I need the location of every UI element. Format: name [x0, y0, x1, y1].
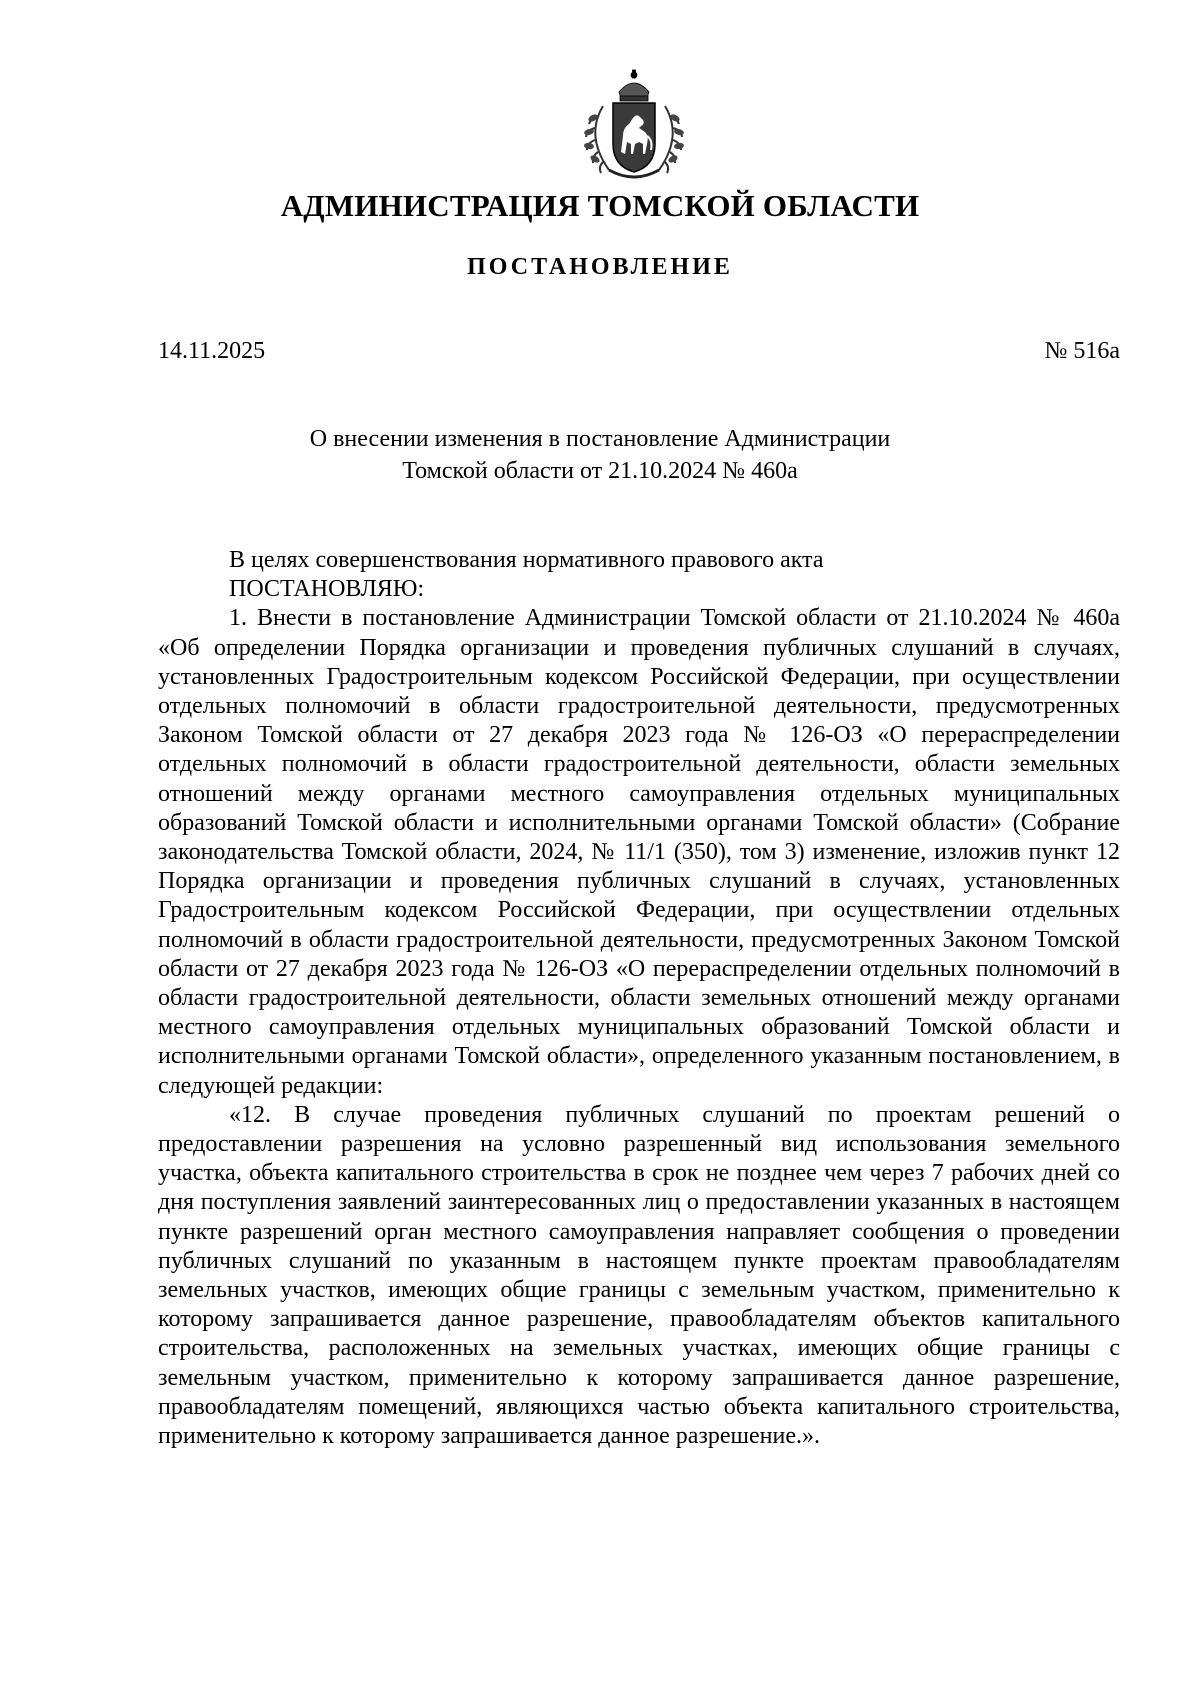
subject-line-2: Томской области от 21.10.2024 № 460а — [402, 458, 798, 484]
item-1-paragraph: 1. Внести в постановление Администрации Томской области от 21.10.2024 № 460а «Об определении Порядка организации и проведения публичных слушаний в случаях, установленных Градостроительным кодексом Российской Федерации, при осуществлении отдельных полномочий в области градостроительной деятельности, предусмотренных Законом Томской области от 27 декабря 2023 года № 126-ОЗ «О перераспределении отдельных полномочий в области градостроительной деятельности, области земельных отношений между органами местного самоуправления отдельных муниципальных образований Томской области и исполнительными органами Томской области» (Собрание законодательства Томской области, 2024, № 11/1 (350), том 3) изменение, изложив пункт 12 Порядка организации и проведения публичных слушаний в случаях, установленных Градостроительным кодексом Российской Федерации, при осуществлении отдельных полномочий в области градостроительной деятельности, предусмотренных Законом Томской области от 27 декабря 2023 года № 126-ОЗ «О перераспределении отдельных полномочий в области градостроительной деятельности, области земельных отношений между органами местного самоуправления отдельных муниципальных образований Томской области и исполнительными органами Томской области», определенного указанным постановлением, в следующей редакции: — [158, 605, 1120, 1099]
preamble-paragraph: В целях совершенствования нормативного правового акта — [229, 547, 824, 573]
document-subject — [0, 423, 1200, 487]
document-type-heading: ПОСТАНОВЛЕНИЕ — [467, 254, 733, 280]
organization-title: АДМИНИСТРАЦИЯ ТОМСКОЙ ОБЛАСТИ — [280, 188, 920, 223]
resolve-paragraph: ПОСТАНОВЛЯЮ: — [229, 576, 425, 603]
document-body — [158, 546, 1120, 1451]
document-date: 14.11.2025 — [158, 338, 266, 364]
subject-line-1: О внесении изменения в постановление Администрации — [309, 426, 891, 452]
coat-of-arms-icon — [573, 66, 695, 186]
document-number: № 516а — [1044, 338, 1120, 364]
item-12-paragraph: «12. В случае проведения публичных слушаний по проектам решений о предоставлении разрешения на условно разрешенный вид использования земельного участка, объекта капитального строительства в срок не позднее чем через 7 рабочих дней со дня поступления заявлений заинтересованных лиц о предоставлении указанных в настоящем пункте разрешений орган местного самоуправления направляет сообщения о проведении публичных слушаний по указанным в настоящем пункте проектам правообладателям земельных участков, имеющих общие границы с земельным участком, применительно к которому запрашивается данное разрешение, правообладателям объектов капитального строительства, расположенных на земельных участках, имеющих общие границы с земельным участком, применительно к которому запрашивается данное разрешение, правообладателям помещений, являющихся частью объекта капитального строительства, применительно к которому запрашивается данное разрешение.». — [158, 1101, 1120, 1450]
